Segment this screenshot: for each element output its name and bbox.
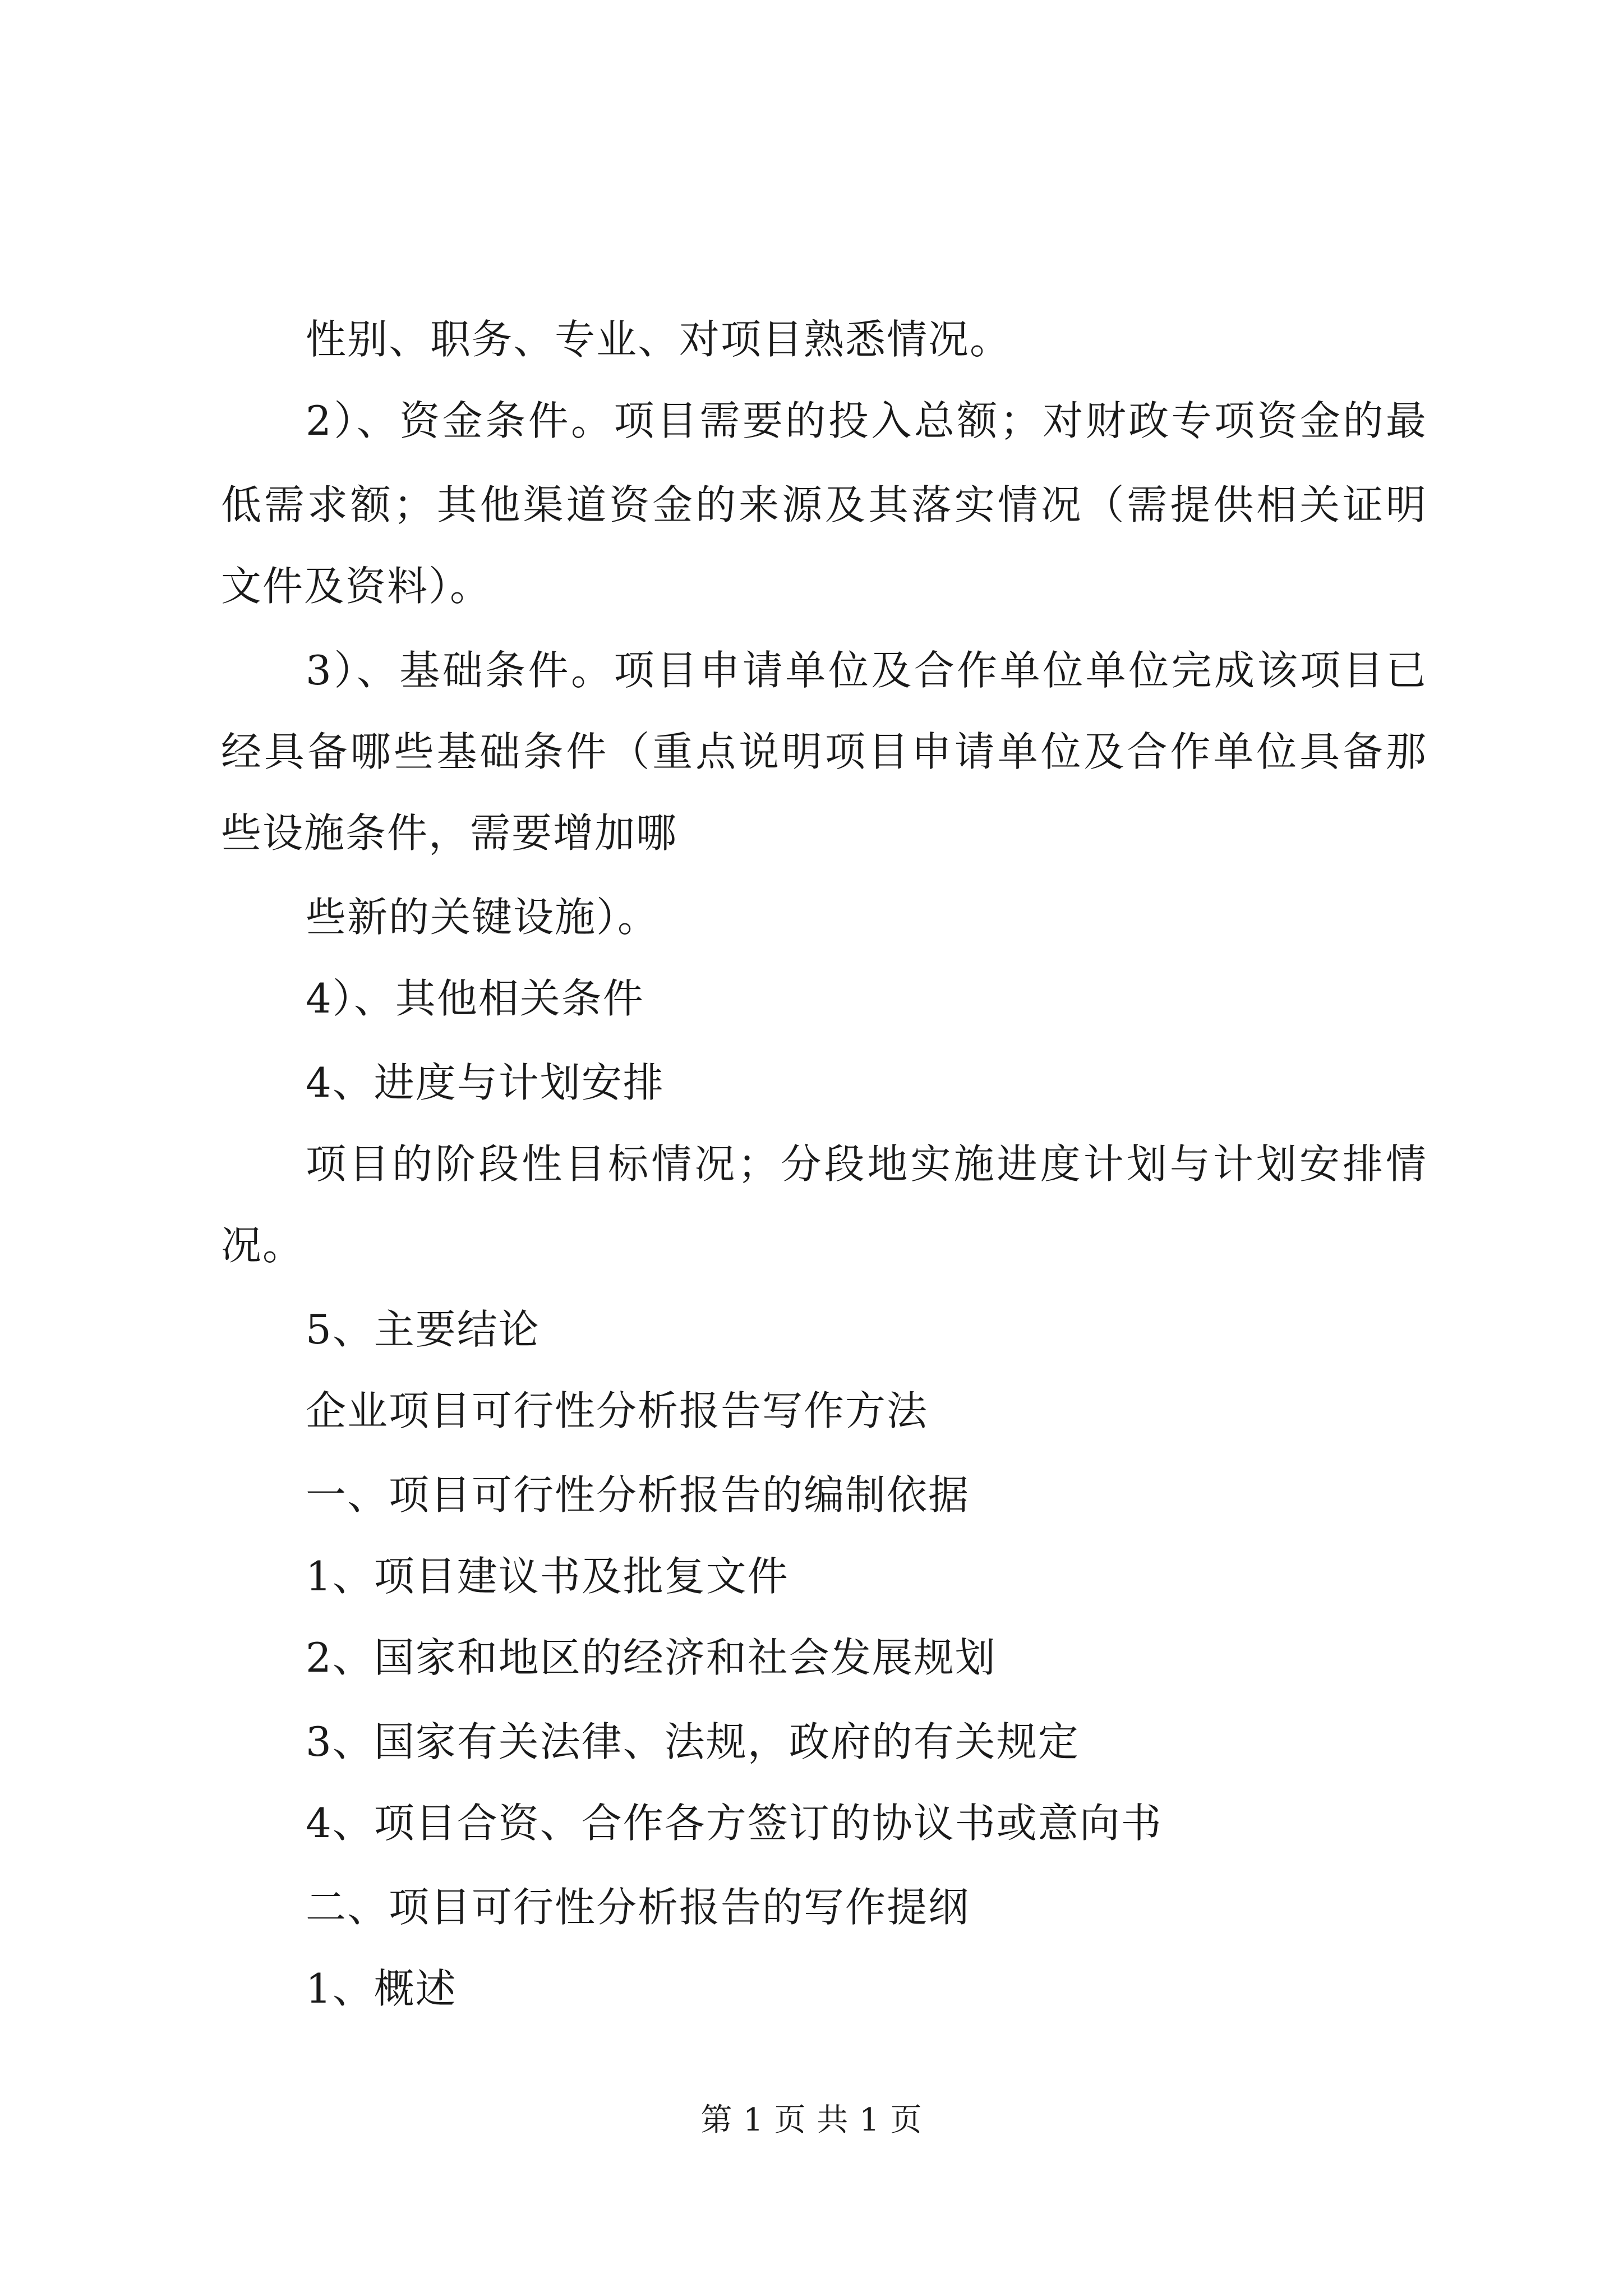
text-line: 2、国家和地区的经济和社会发展规划 [306, 1634, 997, 1681]
text-line: 些设施条件，需要增加哪 [221, 809, 678, 857]
text-line: 4、项目合资、合作各方签订的协议书或意向书 [306, 1800, 1163, 1847]
text-line: 3）、基础条件。项目申请单位及合作单位单位完成该项目已 [306, 647, 1427, 694]
page-footer: 第 1 页 共 1 页 [700, 2102, 923, 2138]
text-line: 二、项目可行性分析报告的写作提纲 [306, 1884, 970, 1931]
text-line: 4）、其他相关条件 [306, 975, 644, 1022]
text-line: 1、概述 [306, 1965, 457, 2012]
text-line: 经具备哪些基础条件（重点说明项目申请单位及合作单位具备那 [221, 728, 1427, 775]
text-line: 3、国家有关法律、法规，政府的有关规定 [306, 1718, 1080, 1765]
text-line: 况。 [221, 1222, 305, 1269]
text-line: 低需求额；其他渠道资金的来源及其落实情况（需提供相关证明 [221, 481, 1427, 528]
text-line: 性别、职务、专业、对项目熟悉情况。 [306, 316, 1012, 363]
text-line: 1、项目建议书及批复文件 [306, 1553, 789, 1600]
text-line: 些新的关键设施）。 [306, 894, 660, 941]
text-line: 文件及资料）。 [221, 563, 492, 610]
text-line: 企业项目可行性分析报告写作方法 [306, 1387, 929, 1434]
text-line: 4、进度与计划安排 [306, 1059, 665, 1106]
text-line: 项目的阶段性目标情况；分段地实施进度计划与计划安排情 [306, 1140, 1427, 1188]
text-line: 一、项目可行性分析报告的编制依据 [306, 1471, 970, 1519]
text-line: 5、主要结论 [306, 1306, 540, 1353]
text-line: 2）、资金条件。项目需要的投入总额；对财政专项资金的最 [306, 397, 1427, 444]
